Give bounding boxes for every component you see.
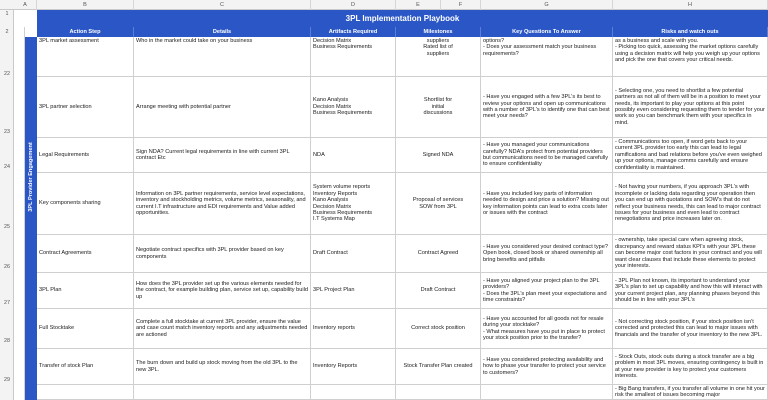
cell-artifacts[interactable]: Kano Analysis Decision Matrix Business Requirements <box>311 77 396 137</box>
table-row <box>37 309 768 349</box>
table-row <box>37 77 768 138</box>
sheet-title: 3PL Implementation Playbook <box>37 10 768 27</box>
section-label <box>25 92 37 262</box>
cell-artifacts[interactable]: Decision Matrix Business Requirements <box>311 37 396 76</box>
cell-artifacts[interactable] <box>311 385 396 399</box>
cell-details[interactable]: How does the 3PL provider set up the various elements needed for the contract, for example building plan, service set up, capability build up <box>134 273 311 308</box>
cell-action[interactable]: 3PL partner selection <box>37 77 134 137</box>
header-milestones: Milestones <box>396 27 481 37</box>
cell-milestone[interactable]: Proposal of services SOW from 3PL <box>396 173 481 234</box>
cell-questions[interactable] <box>481 385 613 399</box>
cell-action[interactable]: Contract Agreements <box>37 235 134 272</box>
row-number[interactable]: 29 <box>4 377 10 383</box>
cell-risks[interactable]: - Not correcting stock position, if your stock position isn't corrected and protected this can lead to major issues with financials and the transfer of your inventory to the new 3PL. <box>613 309 768 348</box>
row-number[interactable]: 24 <box>4 164 10 170</box>
column-header-a[interactable]: A <box>14 0 37 10</box>
cell-details[interactable]: Negotiate contract specifics with 3PL provider based on key components <box>134 235 311 272</box>
cell-artifacts[interactable]: NDA <box>311 138 396 172</box>
cell-details[interactable]: Arrange meeting with potential partner <box>134 77 311 137</box>
header-risks: Risks and watch outs <box>613 27 768 37</box>
cell-action[interactable]: 3PL market assessment <box>37 37 134 76</box>
row-number[interactable]: 23 <box>4 129 10 135</box>
cell-details[interactable]: The burn down and build up stock moving from the old 3PL to the new 3PL. <box>134 349 311 384</box>
header-artifacts: Artifacts Required <box>311 27 396 37</box>
cell-questions[interactable]: options? - Does your assessment match your business requirements? <box>481 37 613 76</box>
cell-milestone[interactable]: suppliers Rated list of suppliers <box>396 37 481 76</box>
cell-milestone[interactable] <box>396 385 481 399</box>
cell-questions[interactable]: - Have you included key parts of information needed to design and price a solution? Missing out key information points can lead to extra costs later or issues with the contract <box>481 173 613 234</box>
cell-milestone[interactable]: Correct stock position <box>396 309 481 348</box>
cell-questions[interactable]: - Have you accounted for all goods not for resale during your stocktake? - What measures have you put in place to protect your stock position prior to the transfer? <box>481 309 613 348</box>
cell-details[interactable]: Sign NDA? Current legal requirements in line with current 3PL contract Etc <box>134 138 311 172</box>
table-row <box>37 37 768 77</box>
cell-questions[interactable]: - Have you aligned your project plan to the 3PL providers? - Does the 3PL's plan meet your expectations and time constraints? <box>481 273 613 308</box>
cell-action[interactable] <box>37 385 134 399</box>
cell-risks[interactable]: - Not having your numbers, if you approach 3PL's with incomplete or lacking data regarding your operation then you can end up with quotations and SOW's that do not reflect your business needs, this can lead to major contract issues for your business and even lead to contract renegotiations and price increases later on. <box>613 173 768 234</box>
table-row <box>37 235 768 273</box>
cell-artifacts[interactable]: 3PL Project Plan <box>311 273 396 308</box>
left-margin-column <box>14 27 25 400</box>
column-header-h[interactable]: H <box>613 0 768 10</box>
cell-artifacts[interactable]: Draft Contract <box>311 235 396 272</box>
row-number[interactable]: 1 <box>5 11 9 17</box>
row-number[interactable]: 26 <box>4 264 10 270</box>
cell-action[interactable]: Transfer of stock Plan <box>37 349 134 384</box>
row-number[interactable]: 2 <box>5 29 9 35</box>
cell-milestone[interactable]: Draft Contract <box>396 273 481 308</box>
cell-artifacts[interactable]: Inventory reports <box>311 309 396 348</box>
cell-risks[interactable]: - Stock Outs, stock outs during a stock transfer are a big problem in most 3PL moves, ensuring contingency is built in at your new provider is key to protect your customers interests. <box>613 349 768 384</box>
row-header-gutter <box>0 10 14 400</box>
column-header-c[interactable]: C <box>134 0 311 10</box>
table-row <box>37 173 768 235</box>
cell-milestone[interactable]: Signed NDA <box>396 138 481 172</box>
cell-risks[interactable]: - Big Bang transfers, if you transfer all volume in one hit your risk the smallest of issues becoming major <box>613 385 768 399</box>
column-header-g[interactable]: G <box>481 0 613 10</box>
row-number[interactable]: 27 <box>4 300 10 306</box>
cell-questions[interactable]: - Have you managed your communications carefully? NDA's protect from potential providers but communications need to be managed carefully to ensure confidentiality <box>481 138 613 172</box>
header-action-step: Action Step <box>37 27 134 37</box>
cell-action[interactable]: Legal Requirements <box>37 138 134 172</box>
cell-artifacts[interactable]: System volume reports Inventory Reports Kano Analysis Decision Matrix Business Requirements I.T Systems Map <box>311 173 396 234</box>
cell-details[interactable] <box>134 385 311 399</box>
cell-questions[interactable]: - Have you considered protecting availability and how to phase your transfer to protect your service to customers? <box>481 349 613 384</box>
cell-artifacts[interactable]: Inventory Reports <box>311 349 396 384</box>
cell-risks[interactable]: - Selecting one, you need to shortlist a few potential partners as not all of them will be in a position to meet your needs, its important to play your options at this point possibly even considering requesting them to tender for your work so you can benchmark them with your specifics in mind. <box>613 77 768 137</box>
cell-action[interactable]: Full Stocktake <box>37 309 134 348</box>
column-header-bar <box>0 0 768 10</box>
table-row <box>37 349 768 385</box>
cell-questions[interactable]: - Have you considered your desired contract type? Open book, closed book or shared ownership all bring benefits and pitfalls <box>481 235 613 272</box>
cell-risks[interactable]: as a business and scale with you. - Picking too quick, assessing the market options carefully using a decision matrix will help you weigh up your options and pick the one that covers your critical needs. <box>613 37 768 76</box>
row-number[interactable]: 25 <box>4 224 10 230</box>
column-header-e[interactable]: E <box>396 0 441 10</box>
cell-action[interactable]: 3PL Plan <box>37 273 134 308</box>
cell-risks[interactable]: - Communications too open, if word gets back to your current 3PL provider too early this can lead to legal ramifications and bad relations before you've even weighed up your options, manage comms carefully and ensure confidentiality is maintained. <box>613 138 768 172</box>
column-header-f[interactable]: F <box>441 0 481 10</box>
cell-action[interactable]: Key components sharing <box>37 173 134 234</box>
row-number[interactable]: 28 <box>4 338 10 344</box>
cell-risks[interactable]: - 3PL Plan not known, its important to understand your 3PL's plan to set up capability and how this will interact with your current project plan, any planning phases beyond this should be in line with your 3PL's <box>613 273 768 308</box>
section-label-text: 3PL Provider Engagement <box>28 142 34 212</box>
row-number[interactable]: 22 <box>4 71 10 77</box>
cell-details[interactable]: Who in the market could take on your business <box>134 37 311 76</box>
cell-risks[interactable]: - ownership, take special care when agreeing stock, discrepancy and reward status KPI's with your 3PL these can become major cost factors in your contract and you will want clear clauses that include these elements to protect your interests. <box>613 235 768 272</box>
column-header-d[interactable]: D <box>311 0 396 10</box>
table-row <box>37 138 768 173</box>
cell-details[interactable]: Information on 3PL partner requirements, service level expectations, inventory and stockholding metrics, volume metrics, seasonality, and current I.T infrastructure and EDI requirements and Value added opportunities. <box>134 173 311 234</box>
cell-milestone[interactable]: Shortlist for initial discussions <box>396 77 481 137</box>
header-key-questions: Key Questions To Answer <box>481 27 613 37</box>
header-details: Details <box>134 27 311 37</box>
cell-milestone[interactable]: Contract Agreed <box>396 235 481 272</box>
cell-milestone[interactable]: Stock Transfer Plan created <box>396 349 481 384</box>
column-header-b[interactable]: B <box>37 0 134 10</box>
table-row <box>37 385 768 400</box>
cell-details[interactable]: Complete a full stocktake at current 3PL provider, ensure the value and case count match inventory reports and any adjustments needed are actioned <box>134 309 311 348</box>
table-row <box>37 273 768 309</box>
cell-questions[interactable]: - Have you engaged with a few 3PL's its best to review your options and open up communications with a number of 3PL's to identify one that can best meet your needs? <box>481 77 613 137</box>
